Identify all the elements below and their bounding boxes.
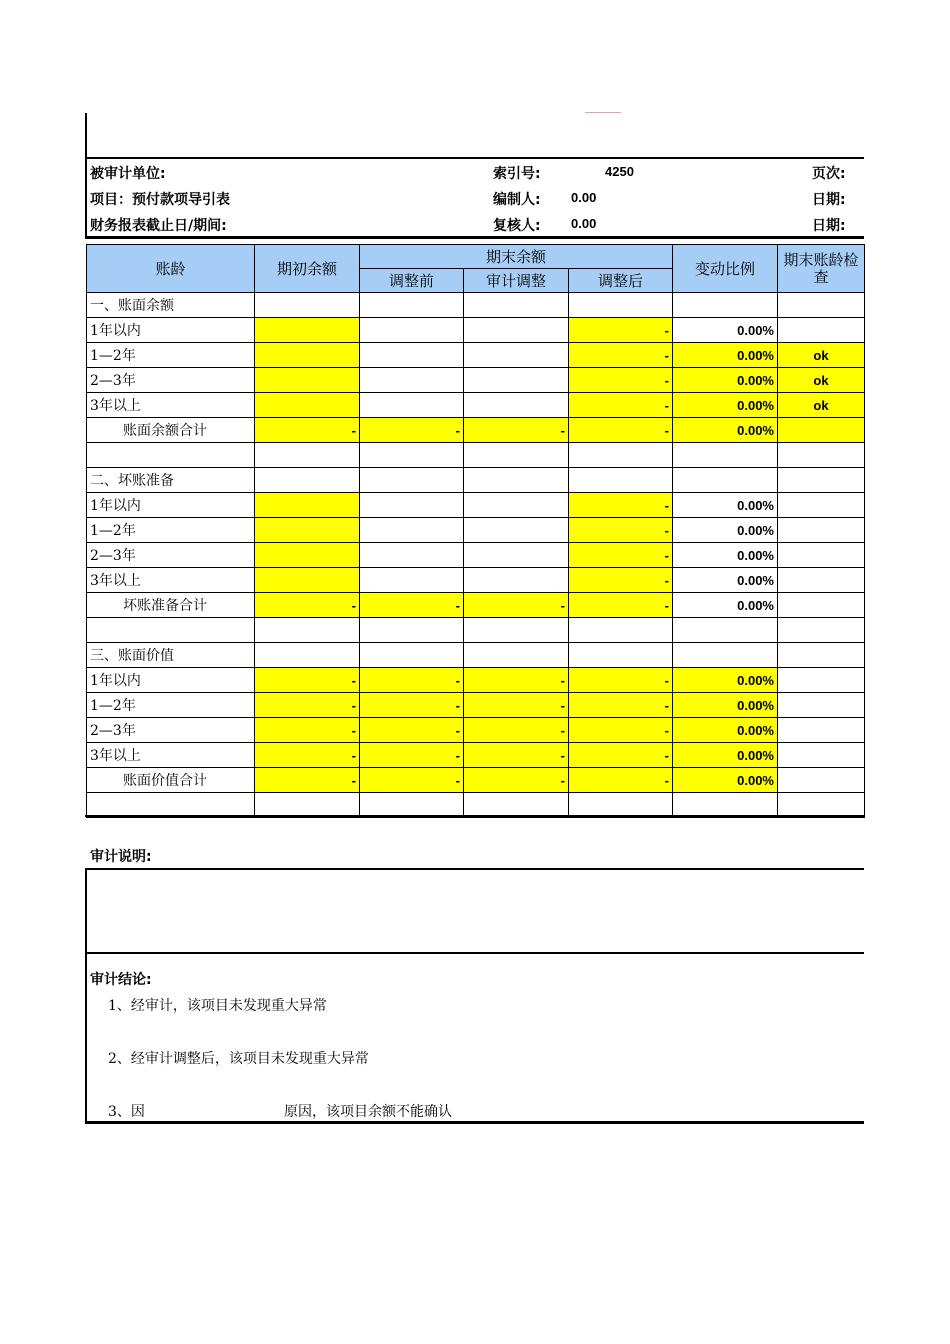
page-label: 页次:	[812, 166, 846, 182]
left-border-top	[85, 113, 87, 158]
table-row: 2—3年 - 0.00% ok	[87, 368, 865, 393]
conclusion-3b: 原因，该项目余额不能确认	[284, 1104, 452, 1120]
table-row: 2—3年 - - - - 0.00%	[87, 718, 865, 743]
table-row: 2—3年 - 0.00%	[87, 543, 865, 568]
preparer-value: 0.00	[571, 190, 597, 205]
table-row: 1年以内 - 0.00%	[87, 493, 865, 518]
conclusion-label: 审计结论:	[90, 972, 152, 988]
col-after-adj: 调整后	[569, 269, 673, 293]
check-ok: ok	[778, 343, 865, 368]
table-row: 1年以内 - 0.00%	[87, 318, 865, 343]
header-bottom-rule	[85, 236, 864, 239]
aging-label: 3年以上	[87, 393, 255, 418]
total-label: 坏账准备合计	[87, 593, 255, 618]
check-ok: ok	[778, 368, 865, 393]
audited-unit-label: 被审计单位:	[90, 166, 166, 182]
date-label-1: 日期:	[812, 192, 846, 208]
left-border-header	[85, 159, 87, 239]
total-label: 账面价值合计	[87, 768, 255, 793]
conclusion-1: 1、经审计，该项目未发现重大异常	[108, 998, 327, 1014]
col-aging: 账龄	[87, 245, 255, 293]
reviewer-value: 0.00	[571, 216, 597, 231]
conclusion-3a: 3、因	[108, 1104, 145, 1120]
header-top-rule	[85, 157, 864, 159]
table-row: 1—2年 - 0.00%	[87, 518, 865, 543]
table-bottom-rule	[85, 815, 864, 817]
table-row: 1—2年 - - - - 0.00%	[87, 693, 865, 718]
section-label: 一、账面余额	[87, 293, 255, 318]
blank-row	[87, 793, 865, 818]
table-row	[87, 643, 865, 668]
blank-row	[87, 618, 865, 643]
aging-label: 1年以内	[87, 318, 255, 343]
col-change-ratio: 变动比例	[673, 245, 778, 293]
blank-row	[87, 443, 865, 468]
col-aging-check: 期末账龄检查	[778, 245, 865, 293]
left-border-conclusion	[85, 952, 87, 1123]
preparer-label: 编制人:	[493, 192, 541, 208]
explanation-label: 审计说明:	[90, 849, 152, 865]
section-label: 三、账面价值	[87, 643, 255, 668]
col-before-adj: 调整前	[360, 269, 464, 293]
aging-label: 1—2年	[87, 343, 255, 368]
index-value: 4250	[605, 164, 634, 179]
total-row: 坏账准备合计 - - - - 0.00%	[87, 593, 865, 618]
reviewer-label: 复核人:	[493, 218, 541, 234]
col-closing-group: 期末余额	[360, 245, 673, 269]
table-row: 3年以上 - 0.00%	[87, 568, 865, 593]
aging-table	[86, 244, 865, 818]
opening-cell[interactable]	[255, 318, 360, 343]
index-label: 索引号:	[493, 166, 541, 182]
table-row: 3年以上 - - - - 0.00%	[87, 743, 865, 768]
section-label: 二、坏账准备	[87, 468, 255, 493]
aging-label: 2—3年	[87, 368, 255, 393]
total-label: 账面余额合计	[87, 418, 255, 443]
col-opening: 期初余额	[255, 245, 360, 293]
period-label: 财务报表截止日/期间:	[90, 218, 227, 234]
conclusion-2: 2、经审计调整后，该项目未发现重大异常	[108, 1051, 369, 1067]
explanation-box[interactable]	[85, 868, 864, 954]
project-label: 项目：预付款项导引表	[90, 192, 230, 208]
conclusion-bottom-rule	[85, 1121, 864, 1124]
table-row: 3年以上 - 0.00% ok	[87, 393, 865, 418]
date-label-2: 日期:	[812, 218, 846, 234]
col-audit-adj: 审计调整	[464, 269, 569, 293]
red-mark	[585, 112, 621, 113]
check-ok: ok	[778, 393, 865, 418]
table-row	[87, 468, 865, 493]
total-row: 账面余额合计 - - - - 0.00%	[87, 418, 865, 443]
total-row: 账面价值合计 - - - - 0.00%	[87, 768, 865, 793]
table-row	[87, 293, 865, 318]
table-row: 1—2年 - 0.00% ok	[87, 343, 865, 368]
table-row: 1年以内 - - - - 0.00%	[87, 668, 865, 693]
